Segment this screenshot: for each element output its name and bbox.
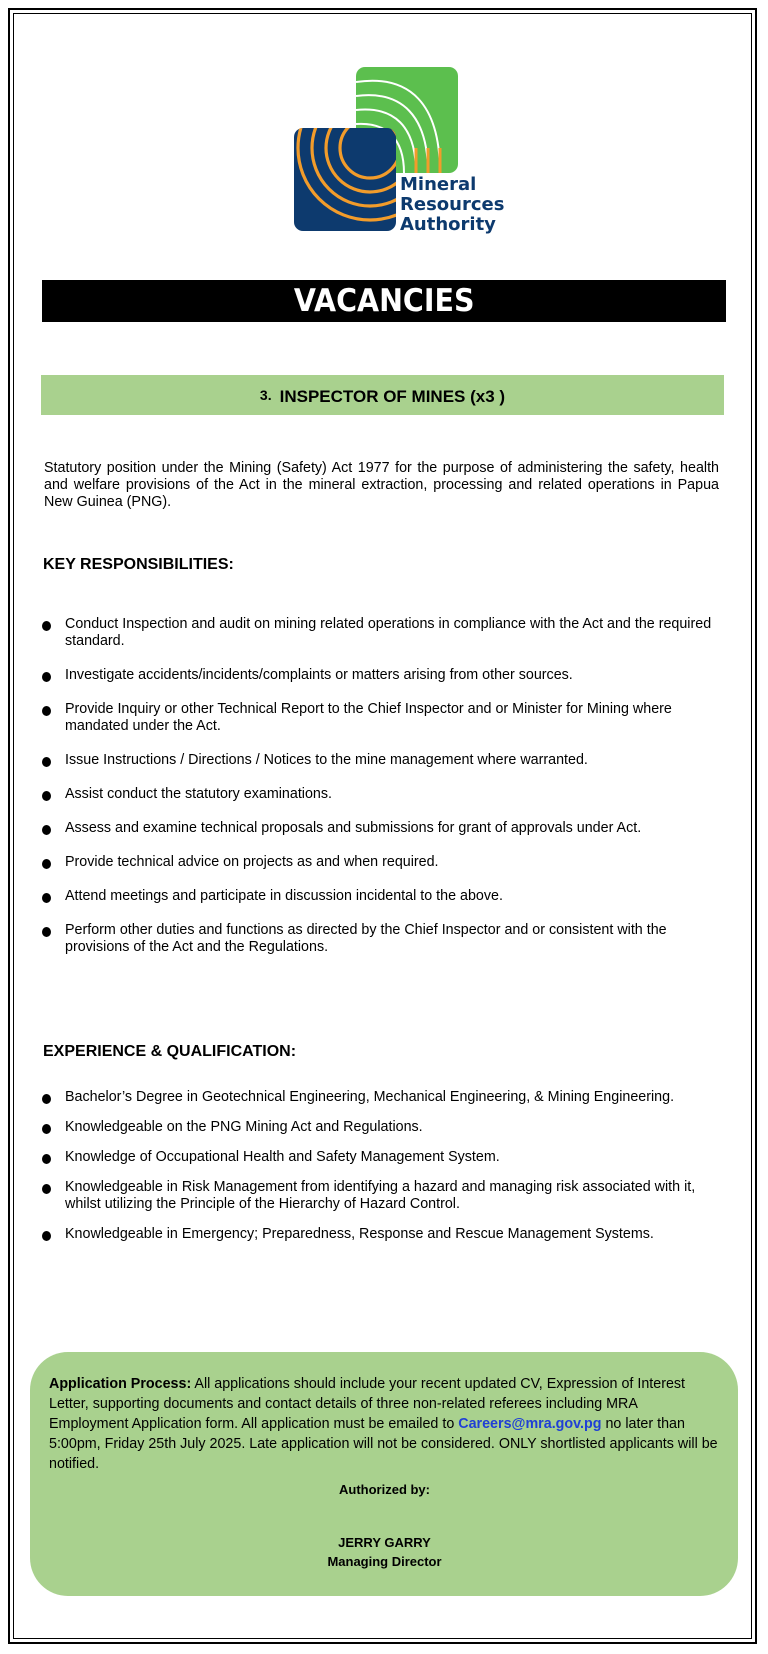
bullet-icon [42,825,51,835]
qualification-item-text: Knowledgeable in Risk Management from identifying a hazard and managing risk associated with it, whilst utilizing the Principle of the Hierarchy of Hazard Control. [65,1179,696,1212]
bullet-icon [42,621,51,631]
responsibility-item-text: Provide Inquiry or other Technical Report to the Chief Inspector and or Minister for Mining where mandated under the Act. [65,701,672,734]
vacancies-banner [42,280,726,322]
responsibilities-list [40,616,720,973]
qualification-item-text: Knowledgeable on the PNG Mining Act and Regulations. [65,1119,423,1135]
qualification-item [40,1179,720,1213]
logo-text-line-3: Authority [400,214,496,235]
responsibility-item-text: Attend meetings and participate in discussion incidental to the above. [65,888,503,904]
bullet-icon [42,893,51,903]
qualification-item [40,1089,720,1106]
logo-text-line-1: Mineral [400,174,477,195]
experience-qualification-heading: EXPERIENCE & QUALIFICATION: [43,1043,297,1060]
bullet-icon [42,672,51,682]
careers-email-link[interactable]: Careers@mra.gov.pg [458,1416,602,1432]
logo-text-line-2: Resources [400,194,505,215]
qualification-item-text: Knowledge of Occupational Health and Safety Management System. [65,1149,500,1165]
qualification-item [40,1226,720,1243]
signatory-name: JERRY GARRY [338,1535,431,1550]
responsibility-item-text: Assess and examine technical proposals and submissions for grant of approvals under Act. [65,820,642,836]
authorized-by-label: Authorized by: [339,1482,430,1497]
bullet-icon [42,1094,51,1104]
vacancies-title: VACANCIES [293,283,475,319]
responsibility-item-text: Investigate accidents/incidents/complaints or matters arising from other sources. [65,667,573,683]
application-process-box [30,1352,738,1596]
qualifications-list [40,1089,720,1256]
bullet-icon [42,1184,51,1194]
job-title: INSPECTOR OF MINES (x3 ) [279,387,506,406]
signatory-title: Managing Director [327,1554,442,1569]
position-description: Statutory position under the Mining (Safety) Act 1977 for the purpose of administering the safety, health and welfare provisions of the Act in the mineral extraction, processing and related operations in Papua New Guinea (PNG). [44,460,719,510]
bullet-icon [42,927,51,937]
bullet-icon [42,1154,51,1164]
responsibility-item [40,854,720,871]
responsibility-item [40,667,720,684]
responsibility-item [40,922,720,956]
application-text-before-email: All applications should include your recent updated CV, Expression of Interest Letter, supporting documents and contact details of three non-related referees including MRA Employment Application form. All application must be emailed to [49,1376,686,1432]
responsibility-item [40,888,720,905]
application-process-label: Application Process: [49,1376,192,1392]
responsibility-item-text: Provide technical advice on projects as and when required. [65,854,439,870]
bullet-icon [42,791,51,801]
qualification-item-text: Bachelor’s Degree in Geotechnical Engineering, Mechanical Engineering, & Mining Engineering. [65,1089,675,1105]
application-process-text [49,1374,720,1474]
qualification-item-text: Knowledgeable in Emergency; Preparedness, Response and Rescue Management Systems. [65,1226,654,1242]
mra-logo-icon [290,64,510,236]
responsibility-item-text: Conduct Inspection and audit on mining related operations in compliance with the Act and the required standard. [65,616,712,649]
responsibility-item [40,616,720,650]
responsibility-item [40,701,720,735]
qualification-item [40,1149,720,1166]
application-text-after-email: no later than 5:00pm, Friday 25th July 2025. Late application will not be considered. ONLY shortlisted applicants will be notified. [49,1416,718,1472]
key-responsibilities-heading: KEY RESPONSIBILITIES: [43,556,234,573]
responsibility-item [40,820,720,837]
job-title-bar [41,375,724,415]
responsibility-item-text: Issue Instructions / Directions / Notices to the mine management where warranted. [65,752,588,768]
qualification-item [40,1119,720,1136]
responsibility-item-text: Assist conduct the statutory examinations. [65,786,333,802]
bullet-icon [42,757,51,767]
job-number: 3. [259,387,272,403]
bullet-icon [42,1231,51,1241]
responsibility-item-text: Perform other duties and functions as directed by the Chief Inspector and or consistent with the provisions of the Act and the Regulations. [65,922,667,955]
responsibility-item [40,752,720,769]
bullet-icon [42,859,51,869]
bullet-icon [42,706,51,716]
responsibility-item [40,786,720,803]
mra-logo [290,64,510,236]
bullet-icon [42,1124,51,1134]
